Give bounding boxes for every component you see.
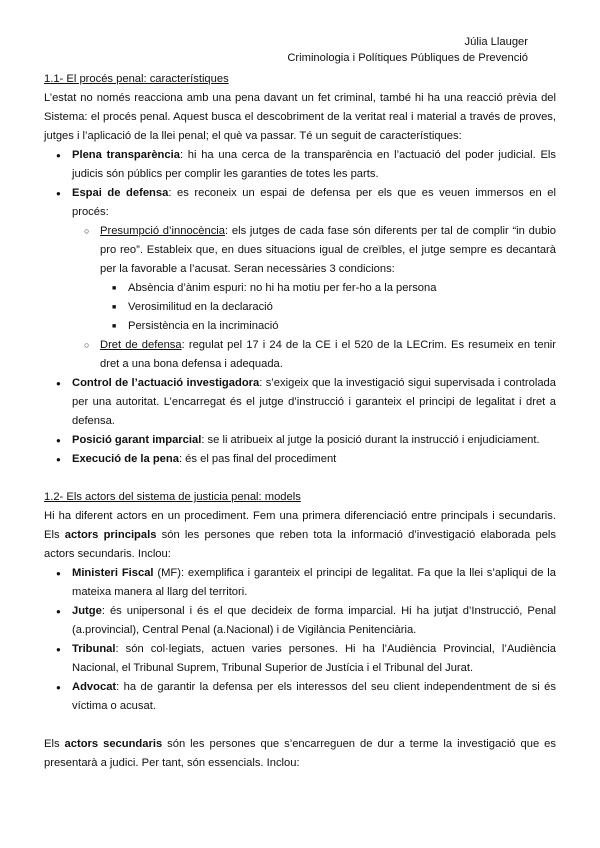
list-item (44, 184, 556, 374)
term: actors principals (64, 529, 157, 541)
document-body (44, 70, 556, 773)
course-name: Criminologia i Polítiques Públiques de Prevenció (287, 52, 528, 64)
term: Espai de defensa (72, 187, 169, 199)
item-text: : se li atribueix al jutge la posició durant la instrucció i enjudiciament. (201, 434, 540, 446)
term: Plena transparència (72, 149, 180, 161)
list-item (44, 450, 556, 469)
spacer (44, 716, 556, 735)
list-item: ■ Persistència en la incriminació (100, 317, 556, 336)
item-text: : es reconeix un espai de defensa per els que es veuen immersos en el procés: (72, 187, 556, 218)
term: Jutge (72, 605, 102, 617)
item-text: : ha de garantir la defensa per els interessos del seu client independentment de si és víctima o acusat. (72, 681, 556, 712)
paragraph-text: són les persones que s’encarreguen de dur a terme la investigació que es presentarà a judici. Per tant, són essencials. Inclou: (44, 738, 556, 769)
list-item (44, 640, 556, 678)
list-item (44, 431, 556, 450)
list-item (44, 146, 556, 184)
list-item (44, 602, 556, 640)
section-2-intro (44, 507, 556, 564)
item-text: : els jutges de cada fase són diferents per tal de complir “in dubio pro reo”. Estableix que, en dues situacions igual de creïbles, el jutge sempre es decantarà per la favorable a l’acusat. Seran necessàries 3 condicions: (100, 225, 556, 275)
author-name: Júlia Llauger (464, 36, 528, 48)
item-text: : és unipersonal i és el que decideix de forma imparcial. Hi ha jutjat d’Instrucció, Penal (a.provincial), Central Penal (a.Nacional) i de Vigilància Penitenciària. (72, 605, 556, 636)
item-text: (MF): exemplifica i garanteix el principi de legalitat. Fa que la llei s’apliqui de la mateixa manera al llarg del territori. (72, 567, 557, 598)
list-item (44, 678, 556, 716)
term: Presumpció d’innocència (100, 225, 226, 237)
section-1-intro: L’estat no només reacciona amb una pena davant un fet criminal, també hi ha una reacció prèvia del Sistema: el procés penal. Aquest busca el descobriment de la veritat real i material a través de proves, jutges i l’aplicació de la llei penal; el què va passar. Té un seguit de característiques: (44, 92, 556, 142)
term: Execució de la pena (72, 453, 179, 465)
intro-text: són les persones que reben tota la informació d’investigació elaborada pels actors secundaris. Inclou: (44, 529, 556, 560)
actors-list (44, 564, 556, 716)
intro-text: Hi ha diferent actors en un procediment. Fem una primera diferenciació entre principals i secundaris. Els (44, 510, 556, 541)
spacer (44, 469, 556, 488)
section-2-heading: 1.2- Els actors del sistema de justicia penal: models (44, 491, 301, 503)
defense-sublist (72, 222, 556, 374)
item-text: : regulat pel 17 i 24 de la CE i el 520 de la LECrim. Es resumeix en tenir dret a una bona defensa i adequada. (100, 339, 556, 370)
term: Tribunal (72, 643, 116, 655)
list-item (44, 374, 556, 431)
term: actors secundaris (64, 738, 163, 750)
item-text: : s’exigeix que la investigació sigui supervisada i controlada per una autoritat. L’encarregat és el jutge d’instrucció i garanteix el principi de legalitat i dret a defensa. (72, 377, 556, 427)
item-text: : hi ha una cerca de la transparència en l’actuació del poder judicial. Els judicis són públics per complir les garanties de totes les parts. (72, 149, 556, 180)
section-1-heading: 1.1- El procés penal: característiques (44, 73, 229, 85)
page-header (287, 34, 528, 66)
list-item (72, 336, 556, 374)
term: Advocat (72, 681, 117, 693)
item-text: : són col·legiats, actuen varies persones. Hi ha l’Audiència Provincial, l’Audiència Nacional, el Tribunal Suprem, Tribunal Superior de Justícia i el Tribunal del Jurat. (72, 643, 556, 674)
list-item (72, 222, 556, 336)
characteristics-list (44, 146, 556, 469)
secondary-actors-paragraph (44, 735, 556, 773)
term: Dret de defensa (100, 339, 182, 351)
list-item: ■ Verosimilitud en la declaració (100, 298, 556, 317)
term: Control de l’actuació investigadora (72, 377, 260, 389)
list-item (44, 564, 556, 602)
conditions-list (100, 279, 556, 336)
paragraph-text: Els (44, 738, 65, 750)
term: Ministeri Fiscal (72, 567, 154, 579)
list-item: ■ Absència d’ànim espuri: no hi ha motiu per fer-ho a la persona (100, 279, 556, 298)
item-text: : és el pas final del procediment (178, 453, 337, 465)
term: Posició garant imparcial (72, 434, 202, 446)
